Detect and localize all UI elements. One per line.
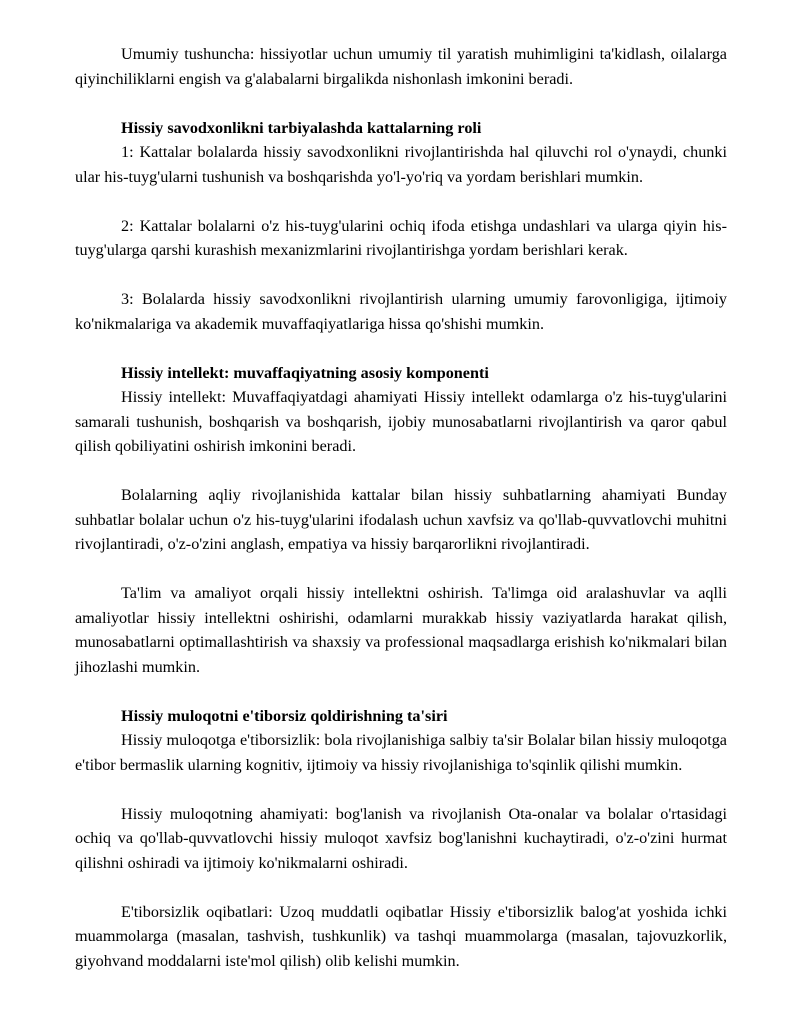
paragraph-adults-role-1: 1: Kattalar bolalarda hissiy savodxonlikni rivojlantirishda hal qiluvchi rol o'ynaydi, chunki ular his-tuyg'ularni tushunish va boshqarishda yo'l-yo'riq va yordam berishlari mumkin.	[75, 143, 727, 186]
spacer	[75, 459, 727, 484]
spacer	[75, 557, 727, 582]
spacer	[75, 263, 727, 288]
document-page	[75, 42, 727, 973]
paragraph-emotional-intelligence-3: Ta'lim va amaliyot orqali hissiy intellektni oshirish. Ta'limga oid aralashuvlar va aqlli amaliyotlar hissiy intellektni oshirishi, odamlarni murakkab hissiy vaziyatlarda harakat qilish, munosabatlarni optimallashtirish va shaxsiy va professional maqsadlarga erishish ko'nikmalari bilan jihozlashi mumkin.	[75, 584, 727, 676]
paragraph-adults-role-3: 3: Bolalarda hissiy savodxonlikni rivojlantirish ularning umumiy farovonligiga, ijtimoiy ko'nikmalariga va akademik muvaffaqiyatlariga hissa qo'shishi mumkin.	[75, 290, 727, 333]
intro-paragraph: Umumiy tushuncha: hissiyotlar uchun umumiy til yaratish muhimligini ta'kidlash, oilalarga qiyinchiliklarni engish va g'alabalarni birgalikda nishonlash imkonini beradi.	[75, 45, 727, 88]
paragraph-neglect-impact-1: Hissiy muloqotga e'tiborsizlik: bola rivojlanishiga salbiy ta'sir Bolalar bilan hissiy muloqotga e'tibor bermaslik ularning kognitiv, ijtimoiy va hissiy rivojlanishiga to'sqinlik qilishi mumkin.	[75, 731, 727, 774]
section-heading-emotional-intelligence: Hissiy intellekt: muvaffaqiyatning asosiy komponenti	[121, 363, 489, 382]
paragraph-emotional-intelligence-1: Hissiy intellekt: Muvaffaqiyatdagi ahamiyati Hissiy intellekt odamlarga o'z his-tuyg'ularini samarali tushunish, boshqarish va boshqarish, ijobiy munosabatlarni rivojlantirish va qaror qabul qilish qobiliyatini oshirish imkonini beradi.	[75, 388, 727, 455]
section-heading-neglect-impact: Hissiy muloqotni e'tiborsiz qoldirishning ta'siri	[121, 706, 448, 725]
spacer	[75, 777, 727, 802]
spacer	[75, 679, 727, 704]
paragraph-adults-role-2: 2: Kattalar bolalarni o'z his-tuyg'ularini ochiq ifoda etishga undashlari va ularga qiyin his-tuyg'ularga qarshi kurashish mexanizmlarini rivojlantirishga yordam berishlari kerak.	[75, 216, 727, 259]
spacer	[75, 91, 727, 116]
spacer	[75, 189, 727, 214]
paragraph-neglect-impact-3: E'tiborsizlik oqibatlari: Uzoq muddatli oqibatlar Hissiy e'tiborsizlik balog'at yoshida ichki muammolarga (masalan, tashvish, tushkunlik) va tashqi muammolarga (masalan, tajovuzkorlik, giyohvand moddalarni iste'mol qilish) olib kelishi mumkin.	[75, 902, 727, 970]
spacer	[75, 336, 727, 361]
paragraph-neglect-impact-2: Hissiy muloqotning ahamiyati: bog'lanish va rivojlanish Ota-onalar va bolalar o'rtasidagi ochiq va qo'llab-quvvatlovchi hissiy muloqot xavfsiz bog'lanishni kuchaytiradi, o'z-o'zini hurmat qilishni oshiradi va ijtimoiy ko'nikmalarni oshiradi.	[75, 804, 727, 872]
section-heading-adults-role: Hissiy savodxonlikni tarbiyalashda kattalarning roli	[121, 118, 482, 137]
paragraph-emotional-intelligence-2: Bolalarning aqliy rivojlanishida kattalar bilan hissiy suhbatlarning ahamiyati Bunday suhbatlar bolalar uchun o'z his-tuyg'ularini ifodalash uchun xavfsiz va qo'llab-quvvatlovchi muhitni rivojlantiradi, o'z-o'zini anglash, empatiya va hissiy barqarorlikni rivojlantiradi.	[75, 486, 727, 553]
spacer	[75, 875, 727, 900]
